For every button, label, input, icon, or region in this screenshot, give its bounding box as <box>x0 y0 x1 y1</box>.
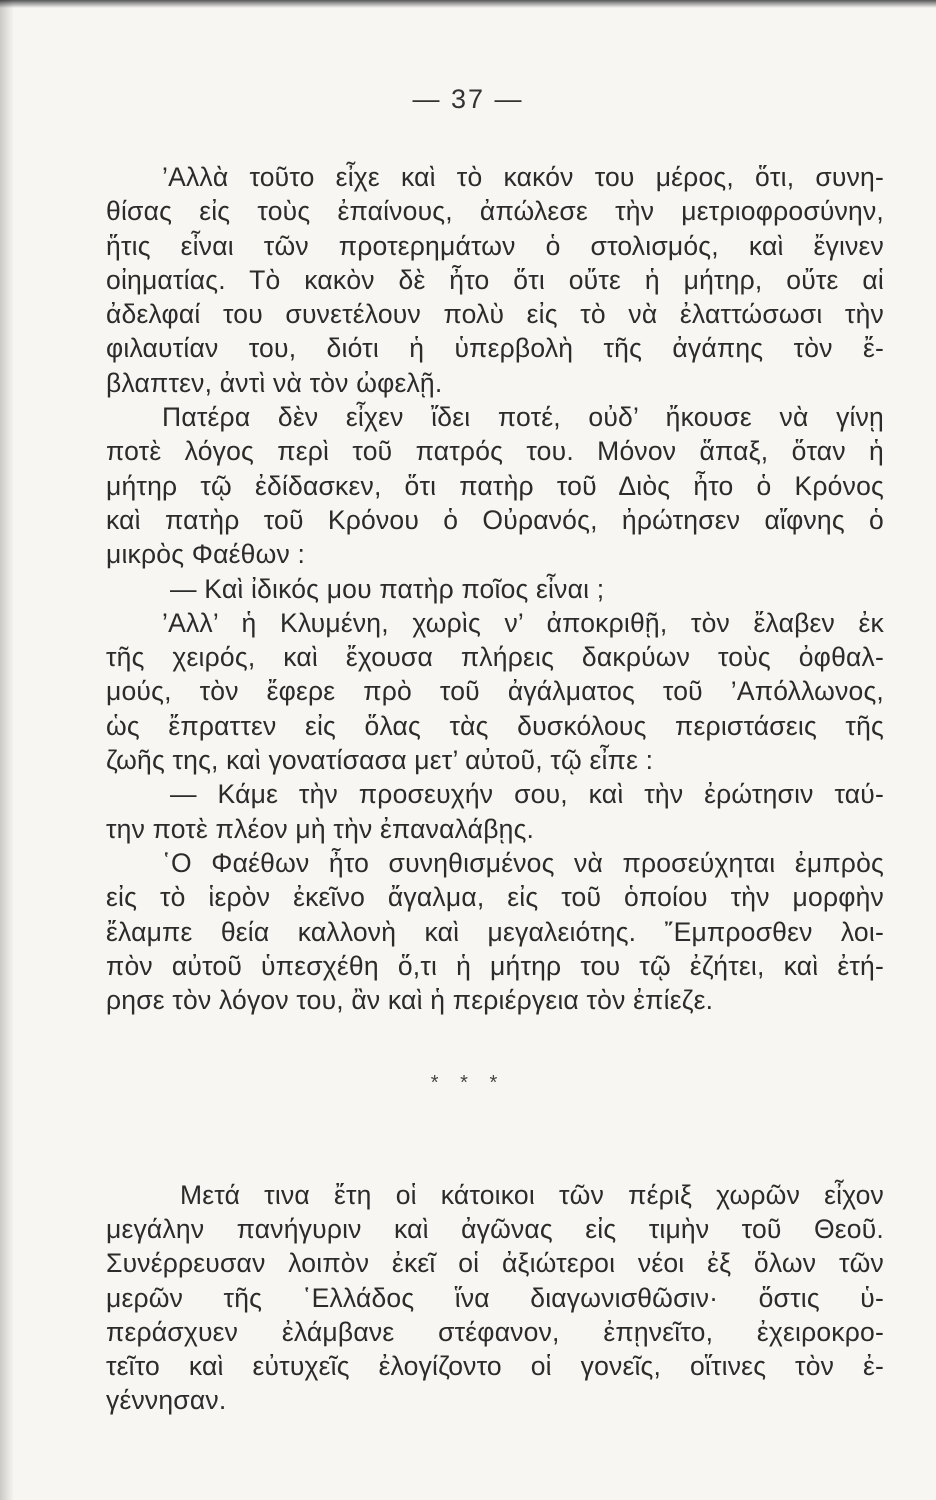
page-top-edge <box>0 0 936 8</box>
text-line: ρησε τὸν λόγον του, ἂν καὶ ἡ περιέργεια τὸν ἐπίεζε. <box>106 985 714 1016</box>
text-line: φιλαυτίαν του, διότι ἡ ὑπερβολὴ τῆς ἀγάπης τὸν ἔ- <box>106 333 884 364</box>
text-line: Πατέρα δὲν εἶχεν ἴδει ποτέ, οὐδ’ ἤκουσε νὰ γίνῃ <box>162 402 884 433</box>
text-line: ’Αλλ’ ἡ Κλυμένη, χωρὶς ν’ ἀποκριθῇ, τὸν ἔλαβεν ἐκ <box>162 607 884 638</box>
section-separator: * * * <box>430 1072 506 1094</box>
text-line: Μετά τινα ἔτη οἱ κάτοικοι τῶν πέριξ χωρῶν εἶχον <box>180 1180 884 1210</box>
text-line: ὡς ἔπραττεν εἰς ὅλας τὰς δυσκόλους περιστάσεις τῆς <box>106 710 884 741</box>
dialogue-line: — Καὶ ἰδικός μου πατὴρ ποῖος εἶναι ; <box>170 573 605 604</box>
text-line: περάσχυεν ἐλάμβανε στέφανον, ἐπῃνεῖτο, ἐχειροκρο- <box>106 1316 884 1347</box>
text-line: μεγάλην πανήγυριν καὶ ἀγῶνας εἰς τιμὴν τοῦ Θεοῦ. <box>106 1214 884 1245</box>
text-line: μήτηρ τῷ ἐδίδασκεν, ὅτι πατὴρ τοῦ Διὸς ἦτο ὁ Κρόνος <box>106 470 884 501</box>
dialogue-line: — Κάμε τὴν προσευχήν σου, καὶ τὴν ἐρώτησιν ταύ- <box>170 779 884 810</box>
page-number: — 37 — <box>412 84 524 114</box>
text-line: εἰς τὸ ἱερὸν ἐκεῖνο ἄγαλμα, εἰς τοῦ ὁποίου τὴν μορφὴν <box>106 882 884 913</box>
text-line: πὸν αὐτοῦ ὑπεσχέθη ὅ,τι ἡ μήτηρ του τῷ ἐζήτει, καὶ ἐτή- <box>106 950 884 981</box>
text-line: οἰηματίας. Τὸ κακὸν δὲ ἦτο ὅτι οὔτε ἡ μήτηρ, οὔτε αἱ <box>106 264 884 295</box>
second-text-block <box>106 1178 884 1417</box>
text-line: ζωῆς της, καὶ γονατίσασα μετ’ αὐτοῦ, τῷ εἶπε : <box>106 745 654 776</box>
text-line: ῾Ο Φαέθων ἦτο συνηθισμένος νὰ προσεύχηται ἐμπρὸς <box>162 847 884 878</box>
page-binding-shadow <box>0 0 14 1500</box>
text-line: ἥτις εἶναι τῶν προτερημάτων ὁ στολισμός, καὶ ἔγινεν <box>106 230 884 261</box>
text-line: ποτὲ λόγος περὶ τοῦ πατρός του. Μόνον ἅπαξ, ὅταν ἡ <box>106 436 884 467</box>
text-line: βλαπτεν, ἀντὶ νὰ τὸν ὠφελῇ. <box>106 367 443 398</box>
main-text-block <box>106 160 884 1017</box>
text-line: μερῶν τῆς ῾Ελλάδος ἵνα διαγωνισθῶσιν· ὅστις ὑ- <box>106 1282 884 1313</box>
text-line: Συνέρρευσαν λοιπὸν ἐκεῖ οἱ ἀξιώτεροι νέοι ἐξ ὅλων τῶν <box>106 1248 884 1279</box>
text-line: ἀδελφαί του συνετέλουν πολὺ εἰς τὸ νὰ ἐλαττώσωσι τὴν <box>106 299 884 330</box>
text-line: καὶ πατὴρ τοῦ Κρόνου ὁ Οὐρανός, ἠρώτησεν αἴφνης ὁ <box>106 504 884 535</box>
text-line: ἔλαμπε θεία καλλονὴ καὶ μεγαλειότης. ῎Εμπροσθεν λοι- <box>106 916 884 947</box>
text-line: τῆς χειρός, καὶ ἔχουσα πλήρεις δακρύων τοὺς ὀφθαλ- <box>106 642 884 673</box>
text-line: ’Αλλὰ τοῦτο εἶχε καὶ τὸ κακόν του μέρος, ὅτι, συνη- <box>162 162 884 192</box>
text-line: τεῖτο καὶ εὐτυχεῖς ἐλογίζοντο οἱ γονεῖς, οἵτινες τὸν ἐ- <box>106 1351 884 1382</box>
text-line: γέννησαν. <box>106 1385 227 1416</box>
text-line: θίσας εἰς τοὺς ἐπαίνους, ἀπώλεσε τὴν μετριοφροσύνην, <box>106 196 884 227</box>
text-line: μικρὸς Φαέθων : <box>106 539 306 570</box>
text-line: την ποτὲ πλέον μὴ τὴν ἐπαναλάβῃς. <box>106 813 535 844</box>
text-line: μούς, τὸν ἔφερε πρὸ τοῦ ἀγάλματος τοῦ ’Απόλλωνος, <box>106 676 884 707</box>
